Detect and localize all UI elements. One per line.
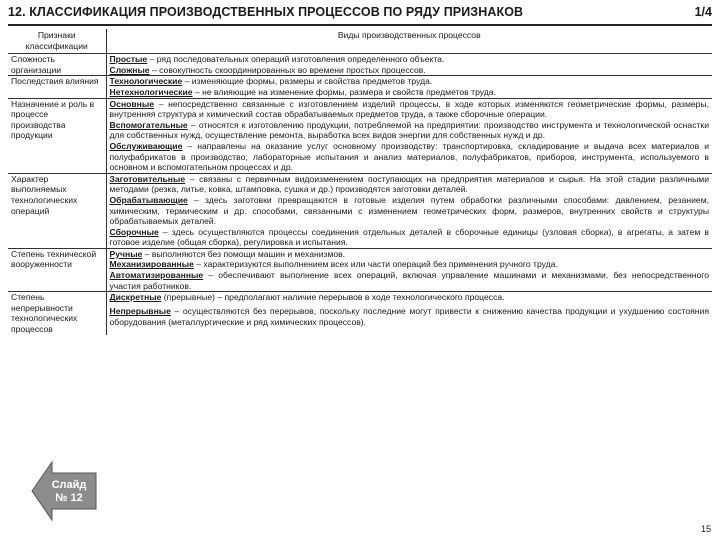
process-text: – обеспечивают выполнение всех операций, включая управление машинами и механизмами, без непосредственного участия работников.	[109, 270, 709, 291]
table-row	[8, 248, 712, 259]
process-type-cell	[106, 195, 712, 227]
process-text: – направлены на оказание услуг основному производству: транспортировка, складирование и выдача всех материалов и полуфабрикатов в производство; лабораторные испытания и анализ материалов, полуфабрикатов, приборов, инструмента, используемого в основном и вспомогательном процессах и др.	[109, 140, 709, 173]
table-row	[8, 227, 712, 249]
column-header-criteria: Признаки классификации	[8, 29, 106, 54]
process-description	[110, 65, 710, 76]
process-text: – осуществляются без перерывов, поскольку последние могут привести к снижению качества продукции и ухудшению состояния оборудования (металлургические и ряд химических процессов).	[109, 306, 709, 328]
process-term: Дискретные	[109, 292, 162, 303]
process-type-cell	[106, 87, 712, 98]
process-term: Непрерывные	[109, 306, 171, 317]
table-row	[8, 306, 712, 334]
process-term: Простые	[109, 54, 148, 65]
process-term: Сложные	[109, 64, 150, 75]
process-term: Вспомогательные	[109, 119, 188, 130]
column-header-types: Виды производственных процессов	[106, 29, 712, 54]
process-term: Автоматизированные	[109, 270, 204, 281]
table-row	[8, 120, 712, 141]
table-row	[8, 292, 712, 307]
process-text: – ряд последовательных операций изготовления определенного объекта.	[147, 54, 445, 65]
slide-label-line1: Слайд	[51, 479, 87, 491]
process-type-cell	[106, 76, 712, 87]
process-description	[110, 141, 710, 173]
process-type-cell	[106, 227, 712, 249]
process-text: – непосредственно связанные с изготовлением изделий процессы, в ходе которых изменяются геометрические формы, размеры, внутренняя структура и химический состав обрабатываемых предметов труда, а также сборочные операции.	[109, 98, 709, 120]
process-text: – связаны с первичным видоизменением поступающих на предприятия материалов и сырья. На этой стадии различными методами (резка, литье, ковка, штамповка, сушка и др.) производятся заготовки деталей.	[109, 173, 709, 195]
process-description	[110, 99, 710, 120]
process-term: Сборочные	[109, 226, 159, 237]
process-type-cell	[106, 306, 712, 334]
table-row	[8, 173, 712, 195]
process-term: Нетехнологические	[109, 86, 193, 97]
process-description	[110, 195, 710, 227]
process-text: (прерывные) – предполагают наличие перерывов в ходе технологического процесса.	[161, 292, 505, 303]
page-title: 12. КЛАССИФИКАЦИЯ ПРОИЗВОДСТВЕННЫХ ПРОЦЕССОВ ПО РЯДУ ПРИЗНАКОВ	[8, 5, 524, 19]
process-description	[110, 292, 710, 303]
process-type-cell	[106, 120, 712, 141]
process-text: – характеризуются выполнением всех или части операций без применения ручного труда.	[193, 259, 558, 270]
criteria-cell: Характер выполняемых технологических операций	[8, 173, 106, 248]
process-type-cell	[106, 270, 712, 292]
process-description	[110, 87, 710, 98]
process-text: – относятся к изготовлению продукции, потребляемой на предприятии: производство инструмента и технологической оснастки для собственных нужд, осуществление ремонта, выработка всех видов энергии для собственных нужд и др.	[109, 119, 709, 141]
table-row	[8, 141, 712, 173]
slide-button-label	[44, 479, 94, 505]
criteria-cell: Степень технической вооруженности	[8, 248, 106, 291]
process-type-cell	[106, 292, 712, 307]
process-term: Основные	[109, 98, 154, 109]
process-description	[110, 306, 710, 327]
process-type-cell	[106, 173, 712, 195]
process-type-cell	[106, 54, 712, 65]
table-row	[8, 87, 712, 98]
table-body	[8, 54, 712, 335]
process-description	[110, 174, 710, 195]
classification-table	[8, 29, 712, 335]
table-row	[8, 54, 712, 65]
slide-12-back-button[interactable]	[30, 460, 98, 522]
process-term: Механизированные	[109, 259, 194, 270]
process-type-cell	[106, 141, 712, 173]
process-text: – не влияющие на изменение формы, размера и свойств предметов труда.	[192, 86, 496, 97]
process-type-cell	[106, 259, 712, 270]
process-type-cell	[106, 98, 712, 120]
process-text: – изменяющие формы, размеры и свойства предметов труда.	[182, 76, 433, 87]
criteria-cell: Сложность организации	[8, 54, 106, 76]
process-text: – совокупность скоординированных во времени простых процессов.	[149, 64, 426, 75]
process-term: Ручные	[109, 248, 143, 259]
process-term: Обрабатывающие	[109, 194, 188, 205]
table-header-row	[8, 29, 712, 54]
process-description	[110, 270, 710, 291]
slide-header	[8, 2, 712, 24]
table-row	[8, 76, 712, 87]
slide-label-line2: № 12	[55, 492, 83, 504]
process-text: – выполняются без помощи машин и механизмов.	[142, 248, 346, 259]
page-number: 15	[700, 524, 711, 534]
table-row	[8, 270, 712, 292]
table-row	[8, 195, 712, 227]
process-term: Заготовительные	[109, 173, 186, 184]
criteria-cell: Назначение и роль в процессе производства продукции	[8, 98, 106, 173]
page-counter: 1/4	[694, 5, 712, 19]
process-type-cell	[106, 248, 712, 259]
process-term: Обслуживающие	[109, 140, 183, 151]
table-row	[8, 259, 712, 270]
process-text: – здесь осуществляются процессы соединения отдельных деталей в сборочные единицы (узловая сборка), в агрегаты, а затем в готовое изделие (общая сборка), регулировка и испытания.	[109, 226, 709, 248]
process-term: Технологические	[109, 76, 183, 87]
process-description	[110, 259, 710, 270]
criteria-cell: Степень непрерывности технологических процессов	[8, 292, 106, 335]
table-row	[8, 98, 712, 120]
process-type-cell	[106, 65, 712, 76]
process-description	[110, 249, 710, 260]
process-description	[110, 76, 710, 87]
process-description	[110, 227, 710, 248]
process-description	[110, 54, 710, 65]
table-row	[8, 65, 712, 76]
process-description	[110, 120, 710, 141]
criteria-cell: Последствия влияния	[8, 76, 106, 98]
process-text: – здесь заготовки превращаются в готовые изделия путем обработки различными способами: давлением, резанием, химическим, термическим и др. способами, связанными с изменением геометрических форм, размеров, внутренних свойств и структуры обрабатываемых деталей.	[109, 194, 709, 227]
header-divider	[8, 24, 712, 26]
